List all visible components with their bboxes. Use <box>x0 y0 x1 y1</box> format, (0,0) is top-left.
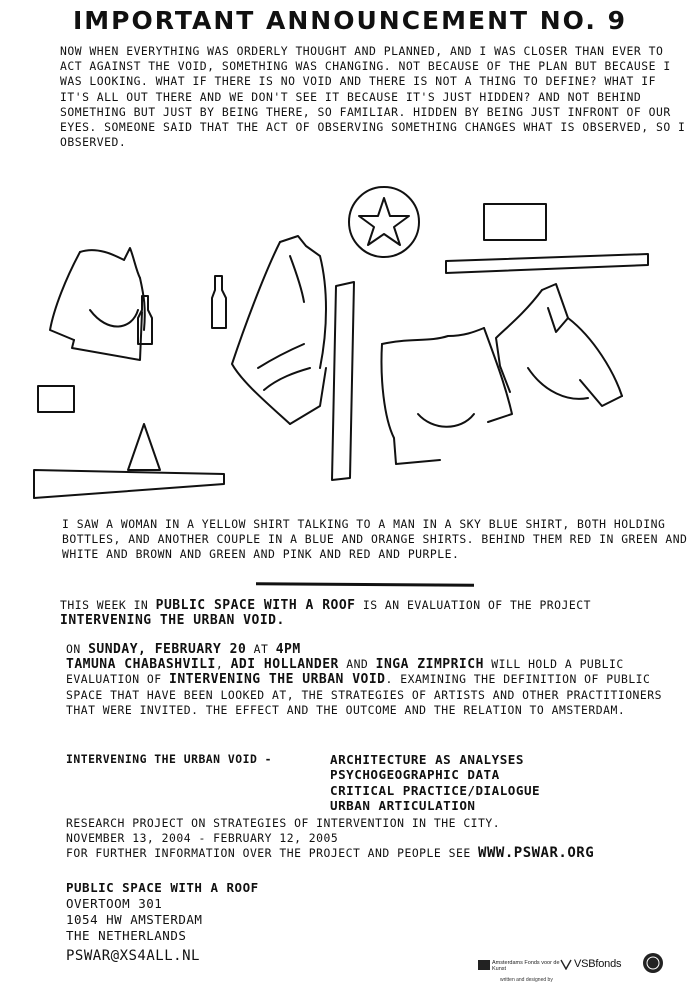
vertical-bar <box>332 282 354 480</box>
seal-logo-icon <box>642 952 664 974</box>
woman-shirt-left <box>50 248 145 360</box>
strategy-list <box>330 752 540 814</box>
triangle-drawing <box>128 424 160 470</box>
project-block <box>66 752 688 814</box>
strategy-item: PSYCHOGEOGRAPHIC DATA <box>330 767 500 783</box>
street-line: OVERTOOM 301 <box>66 896 163 911</box>
event-line2a: HOLD A PUBLIC EVALUATION OF <box>66 657 624 687</box>
long-bar-right <box>446 254 648 273</box>
speaker-and: AND <box>346 657 369 672</box>
event-at: AT <box>253 642 269 656</box>
project-lead: INTERVENING THE URBAN VOID - <box>66 752 273 766</box>
city-line: 1054 HW AMSTERDAM <box>66 912 203 927</box>
event-will: WILL <box>491 657 521 672</box>
country-line: THE NETHERLANDS <box>66 928 187 943</box>
divider-line <box>256 582 474 587</box>
email-link[interactable]: PSWAR@XS4ALL.NL <box>66 948 200 964</box>
venue-name: PUBLIC SPACE WITH A ROOF <box>155 598 356 613</box>
event-project: INTERVENING THE URBAN VOID <box>169 672 386 688</box>
rectangle-drawing <box>484 204 546 240</box>
organization-name: PUBLIC SPACE WITH A ROOF <box>66 880 259 895</box>
man-shirt-right <box>496 284 622 406</box>
event-description: . EXAMINING THE DEFINITION OF PUBLIC SPACE THAT HAVE BEEN LOOKED AT, THE STRATEGIES OF ARTISTS AND OTHER PRACTITIONERS THAT WERE INVITED. THE EFFECT AND THE OUTCOME AND THE RELATION TO AMSTERDAM. <box>66 672 662 717</box>
research-block <box>66 816 688 862</box>
website-link[interactable]: WWW.PSWAR.ORG <box>478 845 595 862</box>
star-circle-drawing <box>349 187 419 257</box>
vsb-logo-text: VSBfonds <box>574 958 622 970</box>
speaker-separator: , <box>215 657 224 672</box>
strategy-item: CRITICAL PRACTICE/DIALOGUE <box>330 782 541 798</box>
observation-drawing <box>28 178 658 508</box>
woman-shirt-right <box>382 328 513 464</box>
week-prefix: THIS WEEK IN <box>60 598 149 612</box>
man-shirt-center <box>232 236 326 424</box>
observation-paragraph: I SAW A WOMAN IN A YELLOW SHIRT TALKING TO A MAN IN A SKY BLUE SHIRT, BOTH HOLDING BOTTLES, AND ANOTHER COUPLE IN A BLUE AND ORANGE SHIRTS. BEHIND THEM RED IN GREEN AND WHITE AND BROWN AND GREEN AND PINK AND RED AND PURPLE. <box>62 517 688 562</box>
design-credit: written and designed by <box>500 977 553 983</box>
afk-logo-icon <box>478 960 490 970</box>
strategy-item: URBAN ARTICULATION <box>330 798 476 814</box>
week-paragraph <box>60 598 688 628</box>
speaker-2: ADI HOLLANDER <box>230 657 339 673</box>
research-info: FOR FURTHER INFORMATION OVER THE PROJECT AND PEOPLE SEE <box>66 846 471 861</box>
strategy-item: ARCHITECTURE AS ANALYSES <box>330 752 524 767</box>
sponsor-logos <box>472 946 692 986</box>
event-date: SUNDAY, FEBRUARY 20 <box>88 642 247 657</box>
intro-paragraph: NOW WHEN EVERYTHING WAS ORDERLY THOUGHT AND PLANNED, AND I WAS CLOSER THAN EVER TO ACT AGAINST THE VOID, SOMETHING WAS CHANGING. NOT BECAUSE OF THE PLAN BUT BECAUSE I WAS LOOKING. WHAT IF THERE IS NO VOID AND THERE IS NOT A THING TO DEFINE? WHAT IF IT'S ALL OUT THERE AND WE DON'T SEE IT BECAUSE IT'S JUST HIDDEN? AND NOT BEHIND SOMETHING BUT JUST BY BEING THERE, SO FAMILIAR. HIDDEN BY BEING JUST INFRONT OF OUR EYES. SOMEONE SAID THAT THE ACT OF OBSERVING SOMETHING CHANGES WHAT IS OBSERVED, SO I OBSERVED. <box>60 44 686 150</box>
event-time: 4PM <box>275 642 301 657</box>
research-line: RESEARCH PROJECT ON STRATEGIES OF INTERVENTION IN THE CITY. <box>66 816 501 830</box>
speaker-1: TAMUNA CHABASHVILI <box>66 657 216 673</box>
address-block <box>66 880 259 964</box>
bottle-small-middle <box>212 276 226 328</box>
announcement-title: IMPORTANT ANNOUNCEMENT NO. 9 <box>73 6 627 35</box>
week-middle: IS AN EVALUATION OF THE PROJECT <box>362 598 591 612</box>
long-bar-left <box>34 470 224 498</box>
research-dates: NOVEMBER 13, 2004 - FEBRUARY 12, 2005 <box>66 831 339 846</box>
vsb-logo-icon <box>560 958 572 970</box>
speaker-3: INGA ZIMPRICH <box>375 657 484 673</box>
small-square-drawing <box>38 386 74 412</box>
event-paragraph <box>66 642 688 718</box>
project-name: INTERVENING THE URBAN VOID. <box>60 613 285 629</box>
event-on: ON <box>66 642 81 656</box>
afk-logo-text: Amsterdams Fonds voor de Kunst <box>492 960 560 972</box>
